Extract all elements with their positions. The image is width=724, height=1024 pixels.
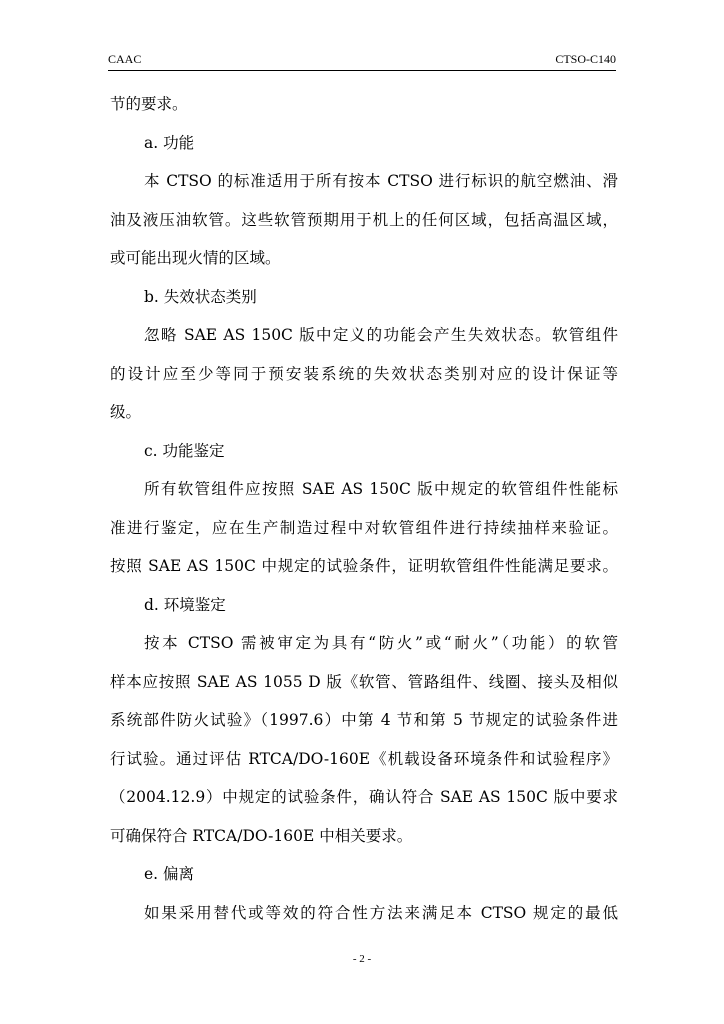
text-line: 节的要求。 xyxy=(110,95,188,113)
text-line: 的设计应至少等同于预安装系统的失效状态类别对应的设计保证等 xyxy=(110,364,618,383)
page-header xyxy=(108,52,616,68)
text-line: 油及液压油软管。这些软管预期用于机上的任何区域，包括高温区域， xyxy=(110,210,618,229)
header-left-caac: CAAC xyxy=(108,52,142,66)
text-line: 按本 CTSO 需被审定为具有“防火”或“耐火”（功能）的软管 xyxy=(144,634,618,652)
document-body xyxy=(110,92,618,939)
text-line: 所有软管组件应按照 SAE AS 150C 版中规定的软管组件性能标 xyxy=(144,480,618,498)
text-line: e. 偏离 xyxy=(144,865,195,883)
text-line: 准进行鉴定，应在生产制造过程中对软管组件进行持续抽样来验证。 xyxy=(110,518,618,537)
text-line: 样本应按照 SAE AS 1055 D 版《软管、管路组件、线圈、接头及相似 xyxy=(110,672,618,691)
text-line: c. 功能鉴定 xyxy=(144,441,225,460)
text-line: 按照 SAE AS 150C 中规定的试验条件，证明软管组件性能满足要求。 xyxy=(110,557,618,575)
text-line: a. 功能 xyxy=(144,133,195,152)
page-number: - 2 - xyxy=(352,953,372,965)
text-line: 或可能出现火情的区域。 xyxy=(110,249,281,267)
text-line: b. 失效状态类别 xyxy=(144,287,257,306)
text-line: 系统部件防火试验》（1997.6）中第 4 节和第 5 节规定的试验条件进 xyxy=(110,711,618,729)
text-line: 如果采用替代或等效的符合性方法来满足本 CTSO 规定的最低 xyxy=(144,903,618,922)
text-line: d. 环境鉴定 xyxy=(144,595,226,614)
text-line: 可确保符合 RTCA/DO-160E 中相关要求。 xyxy=(110,826,413,845)
header-rule xyxy=(108,70,616,71)
text-line: 级。 xyxy=(110,403,142,421)
text-line: （2004.12.9）中规定的试验条件，确认符合 SAE AS 150C 版中要求 xyxy=(110,788,618,806)
text-line: 行试验。通过评估 RTCA/DO-160E《机载设备环境条件和试验程序》 xyxy=(110,749,618,768)
text-line: 忽略 SAE AS 150C 版中定义的功能会产生失效状态。软管组件 xyxy=(144,326,618,344)
header-right-doc-id: CTSO-C140 xyxy=(555,52,616,66)
text-line: 本 CTSO 的标准适用于所有按本 CTSO 进行标识的航空燃油、滑 xyxy=(144,172,618,190)
